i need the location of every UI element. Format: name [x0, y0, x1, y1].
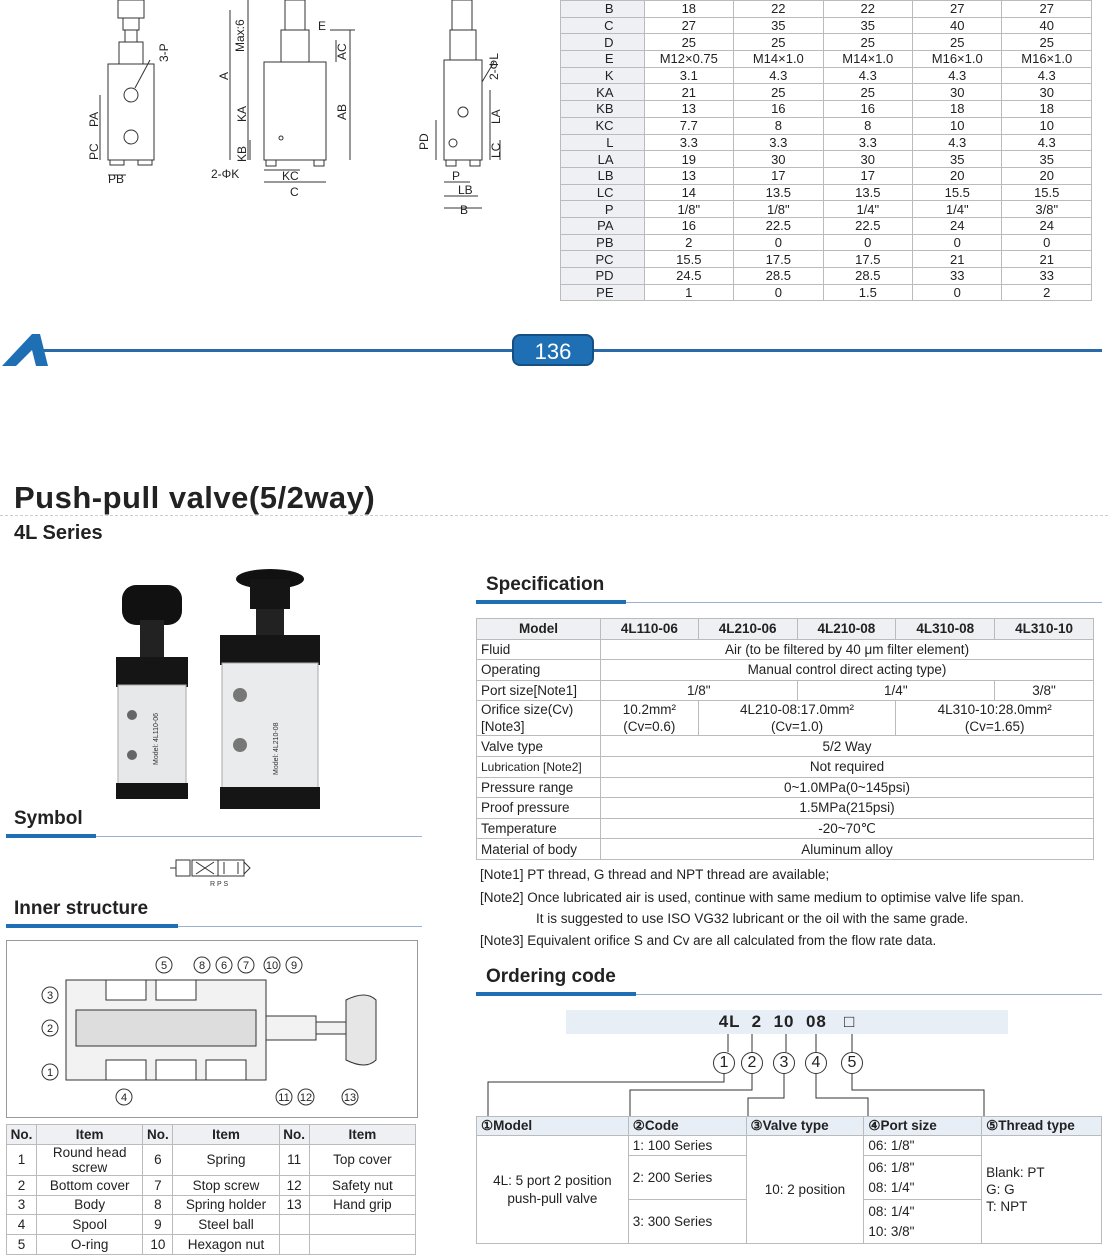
dimension-value: 24.5	[644, 268, 734, 285]
spec-pressure-label: Pressure range	[477, 777, 601, 798]
dimension-value: 30	[913, 84, 1002, 101]
dimension-value: 40	[1002, 17, 1092, 34]
product-label-left: Model: 4L110-06	[153, 712, 160, 765]
spec-orifice-note: [Note3]	[481, 719, 525, 735]
spec-temperature-label: Temperature	[477, 818, 601, 839]
callout-number: 2	[46, 1023, 54, 1035]
dimension-value: 17	[734, 167, 823, 184]
spec-orifice-label: Orifice size(Cv)	[481, 702, 574, 718]
part-number	[279, 1235, 309, 1255]
product-photo	[100, 565, 340, 815]
ordering-title-line	[636, 994, 1102, 995]
dimension-value: 25	[913, 34, 1002, 51]
dim-label-ab: AB	[335, 103, 349, 120]
dimension-value: 22.5	[734, 217, 823, 234]
dimension-value: 17.5	[734, 251, 823, 268]
dimension-value: 10	[913, 117, 1002, 134]
part-number: 11	[279, 1144, 309, 1175]
dimension-value: 14	[644, 184, 734, 201]
dimension-value: 0	[1002, 234, 1092, 251]
dim-label-e: E	[318, 19, 327, 33]
dimension-value: 16	[823, 101, 912, 118]
dimension-value: 15.5	[1002, 184, 1092, 201]
dimension-key: PE	[561, 284, 645, 301]
ordering-connectors	[480, 1034, 1080, 1120]
spec-orifice-b2: (Cv=1.0)	[770, 719, 824, 735]
spec-port-v3: 3/8"	[995, 680, 1094, 701]
spec-operating-label: Operating	[477, 660, 601, 681]
parts-row	[7, 1144, 416, 1175]
dimension-value: 18	[644, 1, 734, 18]
dimension-value: 20	[1002, 167, 1092, 184]
dim-label-c: C	[290, 185, 299, 199]
dimension-row	[561, 284, 1092, 301]
spec-orifice-b1: 4L210-08:17.0mm²	[739, 702, 855, 718]
ordering-table	[476, 1116, 1102, 1244]
dimension-value: 2	[1002, 284, 1092, 301]
note-2: [Note2] Once lubricated air is used, continue with same medium to optimise valve life span.	[480, 890, 1025, 905]
dimension-key: PD	[561, 268, 645, 285]
callout-number: 13	[343, 1092, 357, 1104]
spec-fluid-value: Air (to be filtered by 40 μm filter element)	[601, 639, 1094, 660]
dimension-key: L	[561, 134, 645, 151]
dimension-value: 3.1	[644, 67, 734, 84]
callout-number: 5	[160, 960, 168, 972]
callout-number: 4	[120, 1092, 128, 1104]
spec-fluid-label: Fluid	[477, 639, 601, 660]
dimension-row	[561, 184, 1092, 201]
dimension-row	[561, 151, 1092, 168]
inner-structure-diagram	[6, 940, 418, 1118]
dimension-value: 4.3	[823, 67, 912, 84]
ordering-title: Ordering code	[486, 966, 616, 987]
dimension-key: LB	[561, 167, 645, 184]
parts-header: No.	[143, 1125, 173, 1145]
ordering-port-3: 08: 1/4"	[868, 1179, 915, 1195]
spec-model-1: 4L110-06	[601, 619, 699, 640]
inner-structure-title: Inner structure	[14, 898, 149, 919]
dimension-value: 0	[913, 284, 1002, 301]
dim-label-p: P	[452, 169, 461, 183]
dimension-value: 4.3	[734, 67, 823, 84]
spec-orifice-c2: (Cv=1.65)	[964, 719, 1025, 735]
dimension-key: KC	[561, 117, 645, 134]
dimension-value: M16×1.0	[1002, 51, 1092, 68]
spec-material-label: Material of body	[477, 839, 601, 860]
dimension-value: 3/8"	[1002, 201, 1092, 218]
dim-label-lc: LC	[489, 142, 503, 158]
spec-orifice-a2: (Cv=0.6)	[623, 719, 676, 735]
parts-row	[7, 1235, 416, 1255]
dimension-value: 25	[823, 34, 912, 51]
dimension-value: 25	[1002, 34, 1092, 51]
spec-table	[476, 618, 1094, 860]
ordering-code-2: 2: 200 Series	[628, 1156, 746, 1200]
spec-valve-type-label: Valve type	[477, 736, 601, 757]
spec-header-row	[477, 619, 1094, 640]
dimension-value: 3.3	[644, 134, 734, 151]
ordering-circle-4: 4	[805, 1052, 827, 1074]
dimension-value: 30	[1002, 84, 1092, 101]
dim-label-phik: 2-ΦK	[211, 167, 240, 181]
dimension-value: 1/4"	[823, 201, 912, 218]
dimension-value: 8	[734, 117, 823, 134]
ordering-header-valve: ③Valve type	[746, 1117, 864, 1136]
part-item: Body	[37, 1195, 143, 1215]
ordering-code-1: 1: 100 Series	[628, 1136, 746, 1156]
dimension-value: M12×0.75	[644, 51, 734, 68]
part-number: 13	[279, 1195, 309, 1215]
spec-lubrication-label: Lubrication [Note2]	[477, 756, 601, 777]
dimension-value: 13	[644, 101, 734, 118]
ordering-circle-2: 2	[741, 1052, 763, 1074]
spec-temperature-value: -20~70℃	[601, 818, 1094, 839]
spec-model-3: 4L210-08	[797, 619, 896, 640]
dimension-value: M14×1.0	[734, 51, 823, 68]
part-item: Spool	[37, 1215, 143, 1235]
parts-header: No.	[279, 1125, 309, 1145]
product-label-right: Model: 4L210-08	[273, 722, 280, 775]
symbol-title-line	[96, 836, 422, 837]
part-item: Safety nut	[309, 1175, 415, 1195]
dimension-key: PC	[561, 251, 645, 268]
dimension-row	[561, 17, 1092, 34]
dimension-value: M14×1.0	[823, 51, 912, 68]
dimension-value: 3.3	[734, 134, 823, 151]
dimension-value: 1	[644, 284, 734, 301]
dimension-value: 8	[823, 117, 912, 134]
callout-number: 6	[220, 960, 228, 972]
part-number: 8	[143, 1195, 173, 1215]
spec-title-bar	[476, 600, 626, 604]
dimension-value: 35	[734, 17, 823, 34]
dimension-value: 22	[823, 1, 912, 18]
ordering-thread-1: Blank: PT	[986, 1165, 1045, 1180]
dimension-key: D	[561, 34, 645, 51]
dim-label-pc: PC	[87, 143, 101, 160]
dimension-row	[561, 234, 1092, 251]
parts-row	[7, 1215, 416, 1235]
dimension-value: 13	[644, 167, 734, 184]
dimension-value: 21	[644, 84, 734, 101]
part-item: Stop screw	[173, 1175, 279, 1195]
ordering-port-4: 08: 1/4"	[868, 1203, 915, 1219]
callout-number: 7	[242, 960, 250, 972]
dimension-value: 0	[734, 234, 823, 251]
dimension-value: 27	[1002, 1, 1092, 18]
dimension-value: 13.5	[734, 184, 823, 201]
dimension-value: 25	[734, 34, 823, 51]
parts-header: Item	[173, 1125, 279, 1145]
dimension-row	[561, 251, 1092, 268]
spec-material-value: Aluminum alloy	[601, 839, 1094, 860]
dimension-value: 16	[644, 217, 734, 234]
dim-label-pd: PD	[417, 133, 431, 150]
spec-orifice-a1: 10.2mm²	[622, 702, 676, 718]
dimension-value: 35	[1002, 151, 1092, 168]
dimension-value: 1.5	[823, 284, 912, 301]
ordering-port-2: 06: 1/8"	[868, 1159, 915, 1175]
note-2b: It is suggested to use ISO VG32 lubricant or the oil with the same grade.	[536, 911, 969, 926]
note-1: [Note1] PT thread, G thread and NPT thread are available;	[480, 867, 830, 882]
dimension-row	[561, 217, 1092, 234]
dimension-value: 4.3	[913, 67, 1002, 84]
parts-header: Item	[309, 1125, 415, 1145]
ordering-header-code: ②Code	[628, 1117, 746, 1136]
dimension-row	[561, 1, 1092, 18]
dimension-value: 27	[644, 17, 734, 34]
dimension-value: 21	[1002, 251, 1092, 268]
ordering-header-port: ④Port size	[864, 1117, 982, 1136]
dimension-value: 0	[913, 234, 1002, 251]
callout-number: 10	[265, 960, 279, 972]
callout-number: 12	[299, 1092, 313, 1104]
dimension-key: KA	[561, 84, 645, 101]
symbol-ports: R P S	[210, 881, 229, 888]
dimension-value: 28.5	[734, 268, 823, 285]
dim-label-a: A	[217, 71, 231, 80]
page-number: 136	[512, 334, 594, 366]
dimension-value: 15.5	[913, 184, 1002, 201]
dimension-key: C	[561, 17, 645, 34]
spec-proof-label: Proof pressure	[477, 798, 601, 819]
dimension-value: 30	[734, 151, 823, 168]
part-item: Bottom cover	[37, 1175, 143, 1195]
dimension-key: LA	[561, 151, 645, 168]
ordering-model-desc-1: 4L: 5 port 2 position	[493, 1172, 612, 1188]
dimension-value: 4.3	[913, 134, 1002, 151]
dimension-row	[561, 167, 1092, 184]
dimension-value: 3.3	[823, 134, 912, 151]
part-item: Round head screw	[37, 1144, 143, 1175]
inner-structure-line	[178, 926, 422, 927]
ordering-thread-2: G: G	[986, 1182, 1015, 1197]
dimension-row	[561, 268, 1092, 285]
ordering-title-bar	[476, 992, 636, 996]
spec-pressure-value: 0~1.0MPa(0~145psi)	[601, 777, 1094, 798]
dimension-value: 22	[734, 1, 823, 18]
dimension-key: E	[561, 51, 645, 68]
dimension-value: 30	[823, 151, 912, 168]
inner-structure-bar	[6, 924, 178, 928]
dimension-value: 1/8"	[734, 201, 823, 218]
callout-number: 8	[198, 960, 206, 972]
spec-operating-value: Manual control direct acting type)	[601, 660, 1094, 681]
part-number: 10	[143, 1235, 173, 1255]
part-item: Steel ball	[173, 1215, 279, 1235]
dimension-row	[561, 34, 1092, 51]
part-number: 12	[279, 1175, 309, 1195]
dim-label-pb: PB	[108, 172, 125, 186]
spec-model-4: 4L310-08	[896, 619, 995, 640]
dimension-value: 17	[823, 167, 912, 184]
dimension-value: 22.5	[823, 217, 912, 234]
dimension-value: 10	[1002, 117, 1092, 134]
dimension-row	[561, 84, 1092, 101]
dimension-value: 24	[913, 217, 1002, 234]
part-number: 3	[7, 1195, 37, 1215]
part-number: 1	[7, 1144, 37, 1175]
dimension-value: 35	[913, 151, 1002, 168]
ordering-circle-1: 1	[713, 1052, 735, 1074]
symbol-title: Symbol	[14, 808, 83, 829]
symbol-title-bar	[6, 834, 96, 838]
dimension-value: 18	[1002, 101, 1092, 118]
dim-label-kb: KB	[235, 145, 249, 162]
part-item: Spring holder	[173, 1195, 279, 1215]
dimension-value: 7.7	[644, 117, 734, 134]
part-item: Spring	[173, 1144, 279, 1175]
dimension-value: M16×1.0	[913, 51, 1002, 68]
dimension-row	[561, 51, 1092, 68]
dimension-row	[561, 101, 1092, 118]
spec-port-label: Port size[Note1]	[477, 680, 601, 701]
dim-label-lb: LB	[458, 183, 473, 197]
dimension-drawings	[0, 0, 560, 230]
spec-title: Specification	[486, 574, 605, 595]
note-3: [Note3] Equivalent orifice S and Cv are all calculated from the flow rate data.	[480, 933, 937, 948]
parts-header-row	[7, 1125, 416, 1145]
dim-label-max6: Max:6	[233, 19, 247, 52]
dimension-value: 24	[1002, 217, 1092, 234]
spec-lubrication-value: Not required	[601, 756, 1094, 777]
dim-label-b: B	[460, 203, 469, 217]
dim-label-pa: PA	[87, 111, 101, 127]
dimension-value: 25	[644, 34, 734, 51]
dimension-value: 25	[823, 84, 912, 101]
ordering-port-1: 06: 1/8"	[864, 1136, 982, 1156]
dim-label-ka: KA	[235, 105, 249, 122]
spec-orifice-c1: 4L310-10:28.0mm²	[937, 702, 1052, 718]
dimension-value: 13.5	[823, 184, 912, 201]
dimension-value: 18	[913, 101, 1002, 118]
callout-number: 9	[290, 960, 298, 972]
dimension-value: 15.5	[644, 251, 734, 268]
spec-model-5: 4L310-10	[995, 619, 1094, 640]
dimension-value: 2	[644, 234, 734, 251]
dimension-value: 25	[734, 84, 823, 101]
ordering-port-5: 10: 3/8"	[868, 1223, 915, 1239]
dimension-row	[561, 134, 1092, 151]
part-number: 5	[7, 1235, 37, 1255]
dimension-key: PB	[561, 234, 645, 251]
part-number: 6	[143, 1144, 173, 1175]
part-item: Hand grip	[309, 1195, 415, 1215]
part-item: O-ring	[37, 1235, 143, 1255]
dim-label-la: LA	[489, 109, 503, 124]
spec-valve-type-value: 5/2 Way	[601, 736, 1094, 757]
parts-header: Item	[37, 1125, 143, 1145]
ordering-circle-5: 5	[841, 1052, 863, 1074]
dimension-value: 16	[734, 101, 823, 118]
dimension-value: 28.5	[823, 268, 912, 285]
dimension-key: PA	[561, 217, 645, 234]
ordering-code: 4L 2 10 08 □	[566, 1010, 1008, 1034]
dimension-row	[561, 201, 1092, 218]
part-item: Top cover	[309, 1144, 415, 1175]
dimension-key: K	[561, 67, 645, 84]
dim-label-phil: 2-ΦL	[487, 53, 501, 80]
part-number: 2	[7, 1175, 37, 1195]
part-item	[309, 1235, 415, 1255]
dimension-value: 20	[913, 167, 1002, 184]
dimension-table	[560, 0, 1092, 301]
dimension-key: P	[561, 201, 645, 218]
dimension-row	[561, 67, 1092, 84]
ordering-circle-3: 3	[773, 1052, 795, 1074]
ordering-header-thread: ⑤Thread type	[982, 1117, 1102, 1136]
dimension-value: 33	[913, 268, 1002, 285]
part-item: Hexagon nut	[173, 1235, 279, 1255]
page-title: Push-pull valve(5/2way)	[14, 480, 376, 515]
dimension-key: LC	[561, 184, 645, 201]
ordering-model-desc-2: push-pull valve	[507, 1190, 598, 1206]
valve-symbol-icon	[170, 854, 254, 888]
dimension-value: 4.3	[1002, 67, 1092, 84]
callout-number: 11	[278, 1092, 290, 1104]
dimension-value: 21	[913, 251, 1002, 268]
dimension-value: 40	[913, 17, 1002, 34]
dimension-value: 35	[823, 17, 912, 34]
dimension-value: 0	[734, 284, 823, 301]
callout-number: 1	[46, 1067, 54, 1079]
ordering-header-model: ①Model	[477, 1117, 629, 1136]
parts-row	[7, 1175, 416, 1195]
dim-label-3p: 3-P	[157, 43, 171, 62]
parts-row	[7, 1195, 416, 1215]
spec-model-2: 4L210-06	[698, 619, 797, 640]
dimension-value: 1/4"	[913, 201, 1002, 218]
dimension-key: B	[561, 1, 645, 18]
spec-model-label: Model	[477, 619, 601, 640]
ordering-valve-type: 10: 2 position	[746, 1136, 864, 1244]
part-number	[279, 1215, 309, 1235]
brand-logo-icon	[2, 332, 50, 368]
series-subtitle: 4L Series	[14, 522, 103, 544]
dimension-value: 17.5	[823, 251, 912, 268]
dimension-value: 0	[823, 234, 912, 251]
dimension-value: 4.3	[1002, 134, 1092, 151]
dim-label-ac: AC	[335, 43, 349, 60]
ordering-code-3: 3: 300 Series	[628, 1200, 746, 1244]
dimension-key: KB	[561, 101, 645, 118]
spec-port-v2: 1/4"	[797, 680, 995, 701]
callout-number: 3	[46, 990, 54, 1002]
dimension-row	[561, 117, 1092, 134]
dimension-value: 27	[913, 1, 1002, 18]
dimension-value: 1/8"	[644, 201, 734, 218]
dimension-value: 19	[644, 151, 734, 168]
spec-proof-value: 1.5MPa(215psi)	[601, 798, 1094, 819]
ordering-thread-3: T: NPT	[986, 1199, 1028, 1214]
dim-label-kc: KC	[282, 169, 299, 183]
part-item	[309, 1215, 415, 1235]
part-number: 4	[7, 1215, 37, 1235]
part-number: 9	[143, 1215, 173, 1235]
spec-port-v1: 1/8"	[601, 680, 798, 701]
dimension-value: 33	[1002, 268, 1092, 285]
parts-header: No.	[7, 1125, 37, 1145]
spec-title-line	[626, 602, 1102, 603]
parts-table	[6, 1124, 416, 1255]
part-number: 7	[143, 1175, 173, 1195]
